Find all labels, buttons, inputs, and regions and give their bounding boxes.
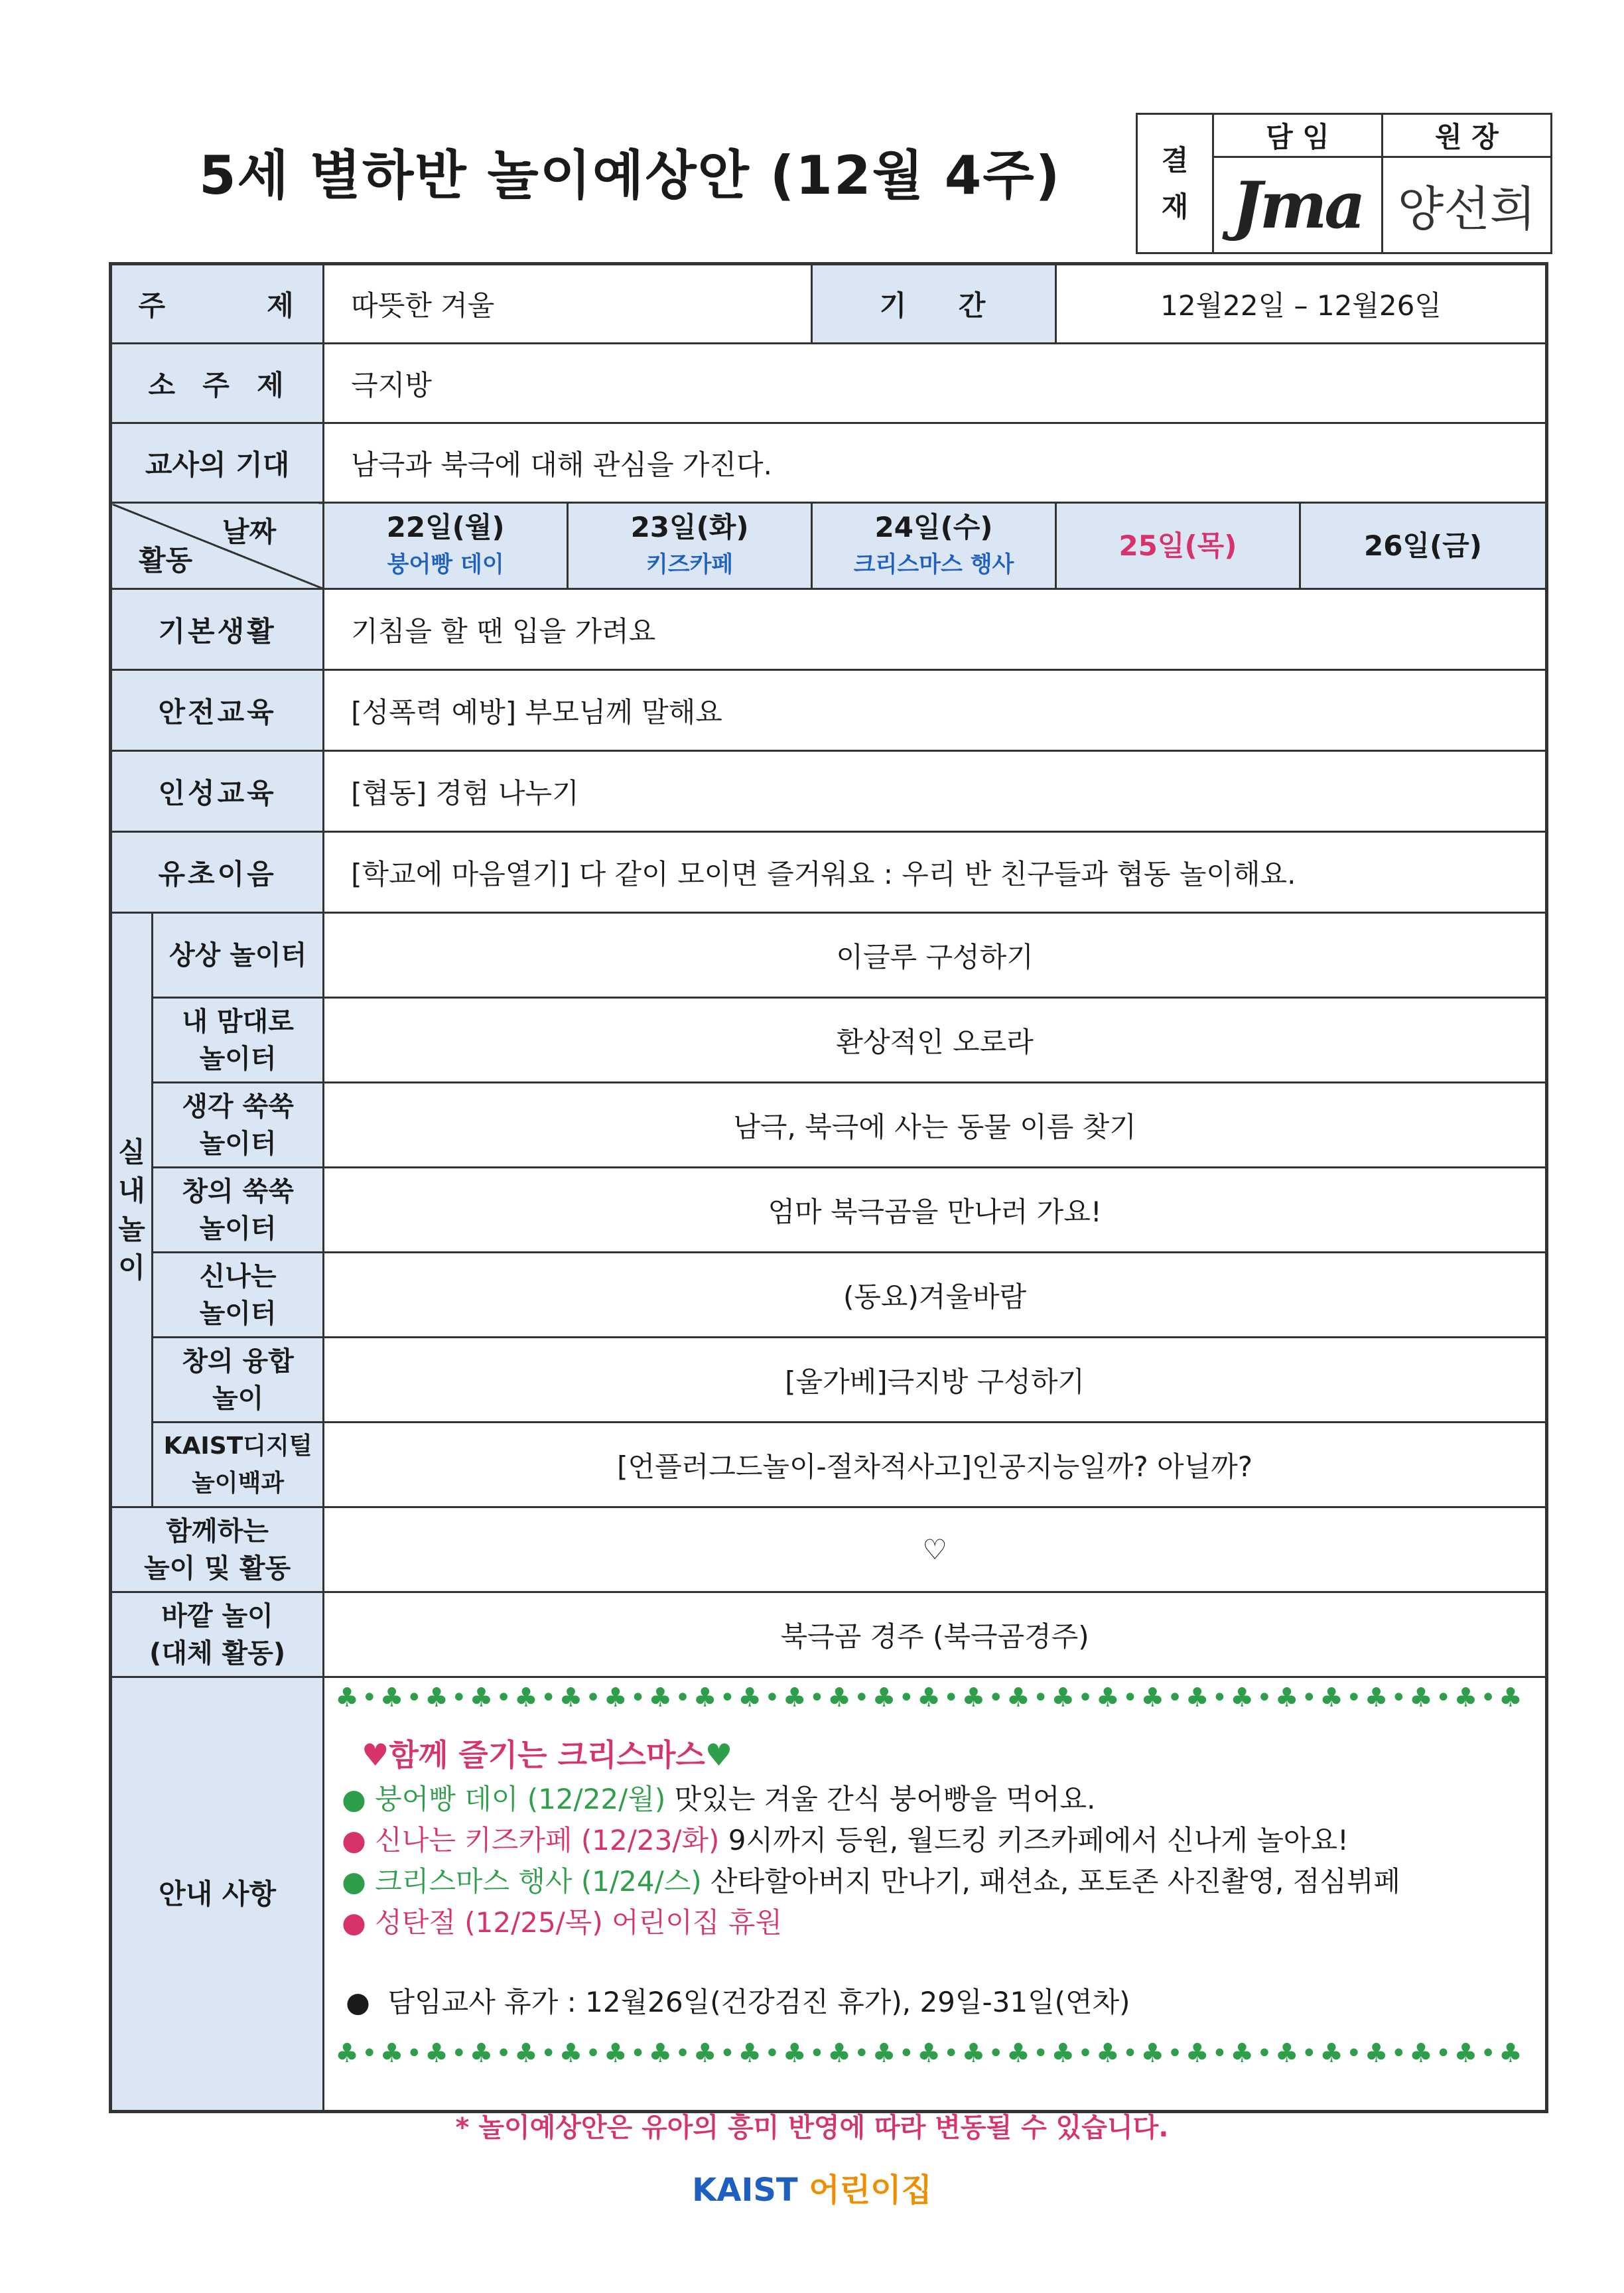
- approval-director-header: 원 장: [1383, 114, 1552, 157]
- expectation-row: [111, 423, 1547, 503]
- character-label: 인성교육: [111, 751, 324, 832]
- guide-event: 붕어빵 데이 (12/22/월): [375, 1783, 666, 1815]
- indoor-row: [111, 1083, 1547, 1168]
- day-fri: [1300, 503, 1546, 589]
- together-label: 함께하는 놀이 및 활동: [111, 1507, 324, 1592]
- bullet-icon: ●: [346, 1986, 388, 2018]
- xmas-title: [362, 1731, 1545, 1775]
- expectation-value: 남극과 북극에 대해 관심을 가진다.: [324, 423, 1547, 503]
- indoor-row: [111, 1253, 1547, 1338]
- transition-value: [학교에 마음열기] 다 같이 모이면 즐거워요 : 우리 반 친구들과 협동 놀이해요.: [324, 832, 1547, 913]
- transition-row: [111, 832, 1547, 913]
- page-title: 5세 별하반 놀이예상안 (12월 4주): [199, 145, 1061, 206]
- indoor-activity: (동요)겨울바람: [324, 1253, 1547, 1338]
- outdoor-value: 북극곰 경주 (북극곰경주): [324, 1592, 1547, 1677]
- date-row: [111, 503, 1547, 589]
- approval-box: [1136, 113, 1552, 254]
- transition-label: 유초이음: [111, 832, 324, 913]
- logo-kaist: KAIST: [692, 2172, 798, 2209]
- day-thu: [1055, 503, 1300, 589]
- theme-row: [111, 264, 1547, 344]
- outdoor-label: 바깥 놀이 (대체 활동): [111, 1592, 324, 1677]
- day-event: 붕어빵 데이: [387, 551, 504, 578]
- date-label: 날짜: [222, 516, 277, 548]
- together-value: ♡: [324, 1507, 1547, 1592]
- bullet-icon: ●: [342, 1824, 375, 1856]
- indoor-activity: 남극, 북극에 사는 동물 이름 찾기: [324, 1083, 1547, 1168]
- approval-homeroom-header: 담 임: [1213, 114, 1383, 157]
- safety-value: [성폭력 예방] 부모님께 말해요: [324, 670, 1547, 751]
- day-date: 23일(화): [630, 510, 749, 543]
- indoor-area: 창의 융합 놀이: [153, 1338, 324, 1423]
- teacher-leave-text: 담임교사 휴가 : 12월26일(건강검진 휴가), 29일-31일(연차): [387, 1986, 1130, 2018]
- homeroom-signature: Jma: [1213, 157, 1383, 253]
- indoor-activity: 환상적인 오로라: [324, 998, 1547, 1083]
- theme-value: 따뜻한 겨울: [324, 264, 812, 344]
- indoor-row: [111, 1338, 1547, 1423]
- approval-label-top: 결: [1161, 143, 1189, 176]
- outdoor-row: [111, 1592, 1547, 1677]
- indoor-row: [111, 1168, 1547, 1253]
- indoor-area: 신나는 놀이터: [153, 1253, 324, 1338]
- guide-event: 크리스마스 행사 (1/24/스): [375, 1865, 702, 1898]
- character-row: [111, 751, 1547, 832]
- subtheme-value: 극지방: [324, 344, 1547, 423]
- basic-life-label: 기본생활: [111, 589, 324, 670]
- indoor-area: 생각 쑥쑥 놀이터: [153, 1083, 324, 1168]
- guide-desc: 맛있는 겨울 간식 붕어빵을 먹어요.: [674, 1783, 1096, 1815]
- guide-item: [342, 1902, 1545, 1943]
- safety-label: 안전교육: [111, 670, 324, 751]
- guide-item: [342, 1820, 1545, 1861]
- indoor-area: 상상 놀이터: [153, 913, 324, 998]
- date-activity-header: [111, 503, 324, 589]
- xmas-title-text: 함께 즐기는 크리스마스: [389, 1737, 705, 1773]
- bullet-icon: ●: [342, 1783, 375, 1815]
- basic-life-row: [111, 589, 1547, 670]
- bullet-icon: ●: [342, 1865, 375, 1898]
- day-event: 키즈카페: [645, 551, 734, 578]
- guide-label: 안내 사항: [111, 1677, 324, 2112]
- indoor-activity: 엄마 북극곰을 만나러 가요!: [324, 1168, 1547, 1253]
- theme-label: 주 제: [111, 264, 324, 344]
- indoor-label: 실 내 놀 이: [111, 913, 153, 1507]
- basic-life-value: 기침을 할 땐 입을 가려요: [324, 589, 1547, 670]
- guide-item: [342, 1779, 1545, 1820]
- together-row: [111, 1507, 1547, 1592]
- director-signature: 양선희: [1383, 157, 1552, 253]
- guide-event: 성탄절 (12/25/목) 어린이집 휴원: [375, 1906, 782, 1939]
- kaist-logo: [0, 2164, 1624, 2210]
- approval-label: [1137, 114, 1213, 253]
- period-label: 기 간: [812, 264, 1056, 344]
- indoor-row: [111, 998, 1547, 1083]
- guide-content: [324, 1677, 1547, 2112]
- heart-icon: ♥: [705, 1737, 733, 1773]
- day-mon: [324, 503, 568, 589]
- heart-icon: ♥: [362, 1737, 389, 1773]
- guide-event: 신나는 키즈카페 (12/23/화): [375, 1824, 720, 1856]
- plan-table: [109, 262, 1548, 2113]
- teacher-leave: [346, 1980, 1545, 2020]
- day-date: 24일(수): [874, 510, 993, 543]
- indoor-area: 창의 쑥쑥 놀이터: [153, 1168, 324, 1253]
- expectation-label: 교사의 기대: [111, 423, 324, 503]
- guide-row: [111, 1677, 1547, 2112]
- indoor-activity: [언플러그드놀이-절차적사고]인공지능일까? 아닐까?: [324, 1423, 1547, 1507]
- activity-label: 활동: [139, 544, 193, 577]
- guide-desc: 산타할아버지 만나기, 패션쇼, 포토존 사진촬영, 점심뷔페: [710, 1865, 1401, 1898]
- indoor-area: 내 맘대로 놀이터: [153, 998, 324, 1083]
- indoor-area: KAIST디지털 놀이백과: [153, 1423, 324, 1507]
- indoor-activity: [울가베]극지방 구성하기: [324, 1338, 1547, 1423]
- guide-item: [342, 1861, 1545, 1902]
- tree-border-bottom: ♣•♣•♣•♣•♣•♣•♣•♣•♣•♣•♣•♣•♣•♣•♣•♣•♣•♣•♣•♣•♣•♣•♣•♣•♣•♣•♣: [335, 2038, 1525, 2069]
- day-tue: [568, 503, 812, 589]
- subtheme-row: [111, 344, 1547, 423]
- bullet-icon: ●: [342, 1906, 375, 1939]
- day-date: 26일(금): [1363, 529, 1482, 562]
- logo-text: 어린이집: [809, 2172, 932, 2209]
- guide-desc: 9시까지 등원, 월드킹 키즈카페에서 신나게 놀아요!: [728, 1824, 1349, 1856]
- day-date: 22일(월): [386, 510, 505, 543]
- period-value: 12월22일 – 12월26일: [1055, 264, 1546, 344]
- footer-note: * 놀이예상안은 유아의 흥미 반영에 따라 변동될 수 있습니다.: [455, 2113, 1169, 2143]
- indoor-activity: 이글루 구성하기: [324, 913, 1547, 998]
- indoor-row: [111, 1423, 1547, 1507]
- subtheme-label: 소 주 제: [111, 344, 324, 423]
- day-date: 25일(목): [1118, 529, 1237, 562]
- approval-label-bottom: 재: [1161, 190, 1189, 223]
- day-event: 크리스마스 행사: [853, 551, 1014, 578]
- safety-row: [111, 670, 1547, 751]
- indoor-row: [111, 913, 1547, 998]
- day-wed: [812, 503, 1056, 589]
- tree-border-top: ♣•♣•♣•♣•♣•♣•♣•♣•♣•♣•♣•♣•♣•♣•♣•♣•♣•♣•♣•♣•♣•♣•♣•♣•♣•♣•♣: [335, 1683, 1525, 1713]
- character-value: [협동] 경험 나누기: [324, 751, 1547, 832]
